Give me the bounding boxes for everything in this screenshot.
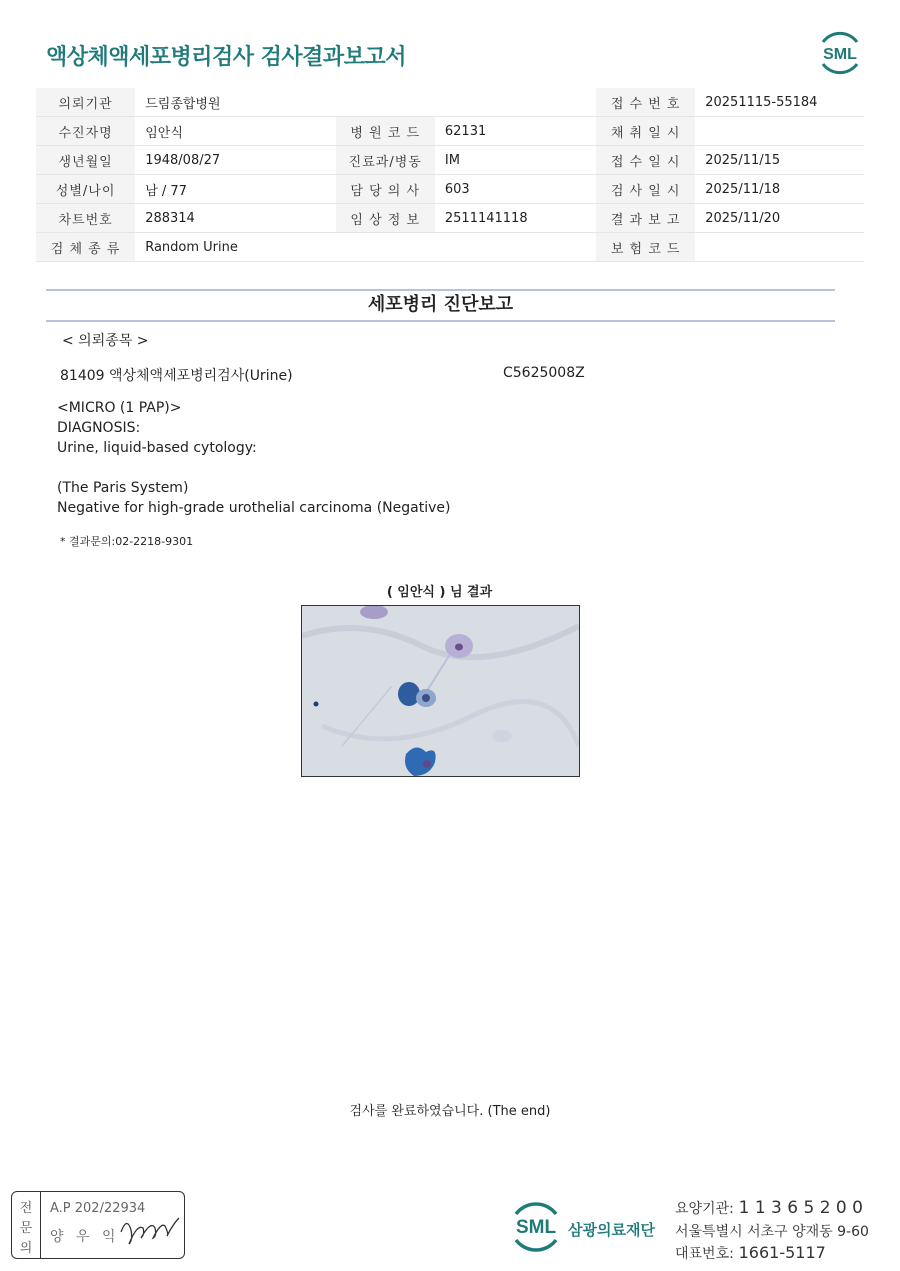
diagnosis-line: (The Paris System) xyxy=(57,480,189,496)
order-code: C5625008Z xyxy=(503,365,585,381)
info-value: Random Urine xyxy=(135,233,335,262)
info-row xyxy=(36,88,864,117)
stamp-side-char: 의 xyxy=(19,1241,33,1256)
info-row xyxy=(36,233,864,262)
section-rule-bottom xyxy=(46,320,835,322)
pathologist-stamp xyxy=(11,1191,185,1259)
diagnosis-line: Negative for high-grade urothelial carcinoma (Negative) xyxy=(57,500,451,516)
stamp-license: A.P 202/22934 xyxy=(50,1201,146,1216)
info-label xyxy=(336,233,435,262)
section-title: 세포병리 진단보고 xyxy=(367,294,514,315)
info-value xyxy=(435,233,596,262)
info-value: 603 xyxy=(435,175,596,204)
diagnosis-block xyxy=(57,398,450,518)
footer-address: 서울특별시 서초구 양재동 9-60 xyxy=(675,1224,869,1240)
info-value: 임안식 xyxy=(135,117,335,146)
info-value: 2025/11/15 xyxy=(695,146,864,175)
info-label: 병 원 코 드 xyxy=(336,117,435,146)
order-item: 81409 액상체액세포병리검사(Urine) xyxy=(60,368,293,384)
info-value: 남 / 77 xyxy=(135,175,335,204)
info-label: 생년월일 xyxy=(36,146,135,175)
info-label: 접 수 일 시 xyxy=(596,146,695,175)
stamp-side-char: 전 xyxy=(19,1201,33,1216)
footer-org-name: 삼광의료재단 xyxy=(568,1221,655,1239)
info-label: 진료과/병동 xyxy=(336,146,435,175)
footer-phone xyxy=(675,1243,826,1263)
info-value: 드림종합병원 xyxy=(135,88,335,117)
info-value: 1948/08/27 xyxy=(135,146,335,175)
cytology-image xyxy=(301,605,580,777)
sml-logo-text: SML xyxy=(823,46,857,63)
order-heading: < 의뢰종목 > xyxy=(62,333,149,349)
info-value: 2025/11/18 xyxy=(695,175,864,204)
footer-phone-label: 대표번호: xyxy=(675,1246,734,1262)
diagnosis-line xyxy=(57,458,450,478)
image-caption: ( 임안식 ) 님 결과 xyxy=(386,585,493,600)
info-label: 검 사 일 시 xyxy=(596,175,695,204)
info-label xyxy=(336,88,435,117)
sml-logo xyxy=(815,28,865,78)
info-label: 수진자명 xyxy=(36,117,135,146)
info-label: 차트번호 xyxy=(36,204,135,233)
info-label: 의뢰기관 xyxy=(36,88,135,117)
info-value: IM xyxy=(435,146,596,175)
info-value: 2511141118 xyxy=(435,204,596,233)
info-value: 20251115-55184 xyxy=(695,88,864,117)
info-value: 2025/11/20 xyxy=(695,204,864,233)
info-label: 보 험 코 드 xyxy=(596,233,695,262)
info-label: 성별/나이 xyxy=(36,175,135,204)
footer-code-value: 1 1 3 6 5 2 0 0 xyxy=(738,1198,863,1218)
footer-code-label: 요양기관: xyxy=(675,1201,734,1217)
info-label: 접 수 번 호 xyxy=(596,88,695,117)
info-label: 채 취 일 시 xyxy=(596,117,695,146)
diagnosis-line: DIAGNOSIS: xyxy=(57,420,141,436)
stamp-side-char: 문 xyxy=(19,1221,33,1236)
footer-sml-logo-text: SML xyxy=(515,1217,557,1238)
info-label: 검 체 종 류 xyxy=(36,233,135,262)
info-value: 288314 xyxy=(135,204,335,233)
info-row xyxy=(36,175,864,204)
footer-phone-value: 1661-5117 xyxy=(738,1243,826,1262)
info-label: 담 당 의 사 xyxy=(336,175,435,204)
diagnosis-line: Urine, liquid-based cytology: xyxy=(57,440,257,456)
footer-sml-logo xyxy=(508,1198,564,1256)
info-row xyxy=(36,146,864,175)
info-value xyxy=(695,117,864,146)
info-row xyxy=(36,204,864,233)
info-row xyxy=(36,117,864,146)
info-value xyxy=(435,88,596,117)
stamp-name: 양 우 익 xyxy=(50,1229,120,1245)
info-value xyxy=(695,233,864,262)
info-value: 62131 xyxy=(435,117,596,146)
signature-image xyxy=(117,1210,181,1250)
info-label: 임 상 정 보 xyxy=(336,204,435,233)
info-label: 결 과 보 고 xyxy=(596,204,695,233)
report-title: 액상체액세포병리검사 검사결과보고서 xyxy=(46,45,406,70)
footer-code xyxy=(675,1198,863,1218)
stamp-side xyxy=(12,1192,41,1258)
end-text: 검사를 완료하였습니다. (The end) xyxy=(349,1104,551,1119)
diagnosis-line: <MICRO (1 PAP)> xyxy=(57,400,182,416)
inquiry-phone: * 결과문의:02-2218-9301 xyxy=(60,535,194,548)
patient-info-table xyxy=(36,88,864,262)
